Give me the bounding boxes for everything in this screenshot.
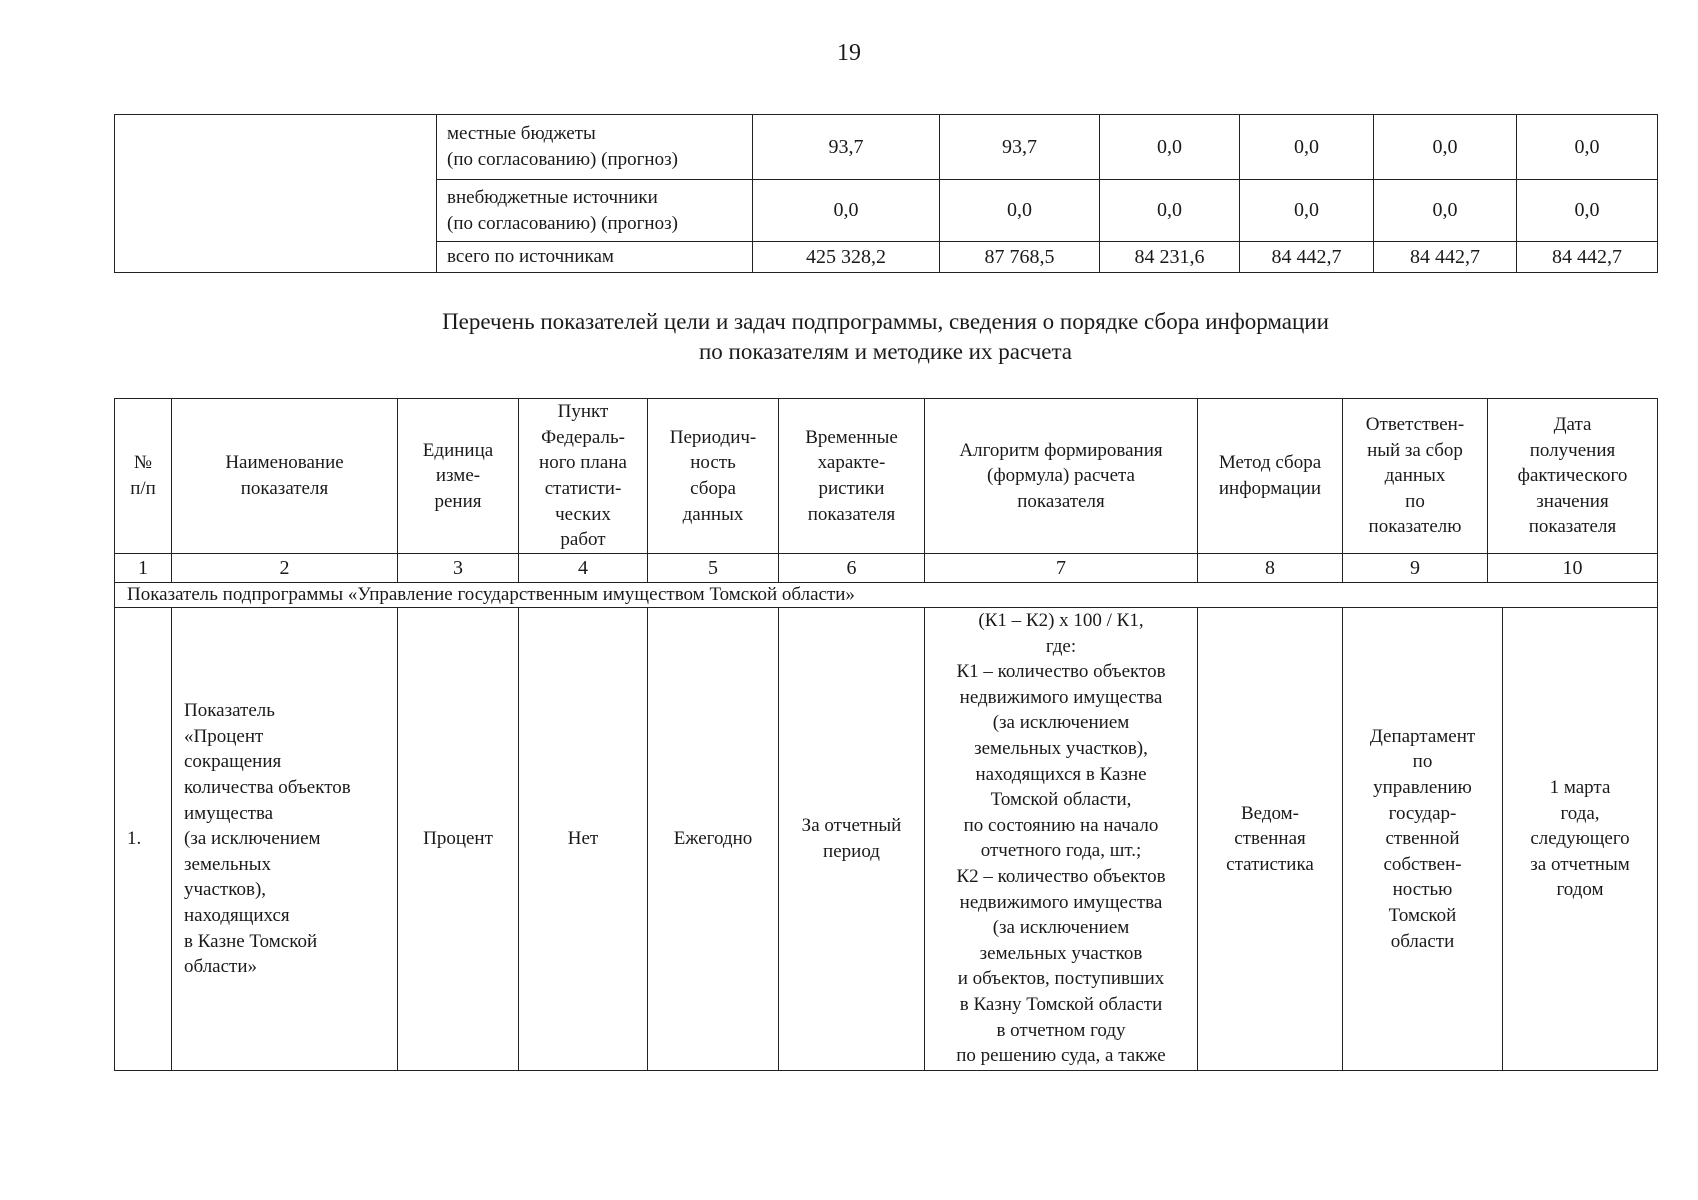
header-cell: Алгоритм формирования (формула) расчета показателя xyxy=(925,399,1198,554)
section-title-line: по показателям и методике их расчета xyxy=(698,339,1073,364)
financing-value: 0,0 xyxy=(1517,115,1658,180)
financing-blank-cell xyxy=(115,115,437,273)
header-row xyxy=(115,399,1658,554)
column-number: 6 xyxy=(779,554,925,583)
indicator-periodicity: Ежегодно xyxy=(648,608,779,1071)
section-title-line: Перечень показателей цели и задач подпрограммы, сведения о порядке сбора информации xyxy=(442,309,1329,334)
financing-value: 84 442,7 xyxy=(1240,242,1374,273)
indicator-date: 1 марта года, следующего за отчетным годом xyxy=(1503,608,1658,1071)
financing-value: 87 768,5 xyxy=(940,242,1100,273)
column-number: 10 xyxy=(1488,554,1658,583)
financing-row-local-budgets xyxy=(115,115,1658,180)
header-cell: Метод сбора информации xyxy=(1198,399,1343,554)
column-number: 1 xyxy=(115,554,172,583)
financing-value: 425 328,2 xyxy=(753,242,940,273)
column-number: 8 xyxy=(1198,554,1343,583)
indicator-name: Показатель «Процент сокращения количества объектов имущества (за исключением земельных участков), находящихся в Казне Томской области» xyxy=(172,608,398,1071)
column-numbers-row xyxy=(115,554,1658,583)
financing-value: 0,0 xyxy=(1517,180,1658,242)
financing-value: 0,0 xyxy=(753,180,940,242)
column-number: 5 xyxy=(648,554,779,583)
financing-value: 93,7 xyxy=(753,115,940,180)
financing-row-label: местные бюджеты (по согласованию) (прогноз) xyxy=(437,115,753,180)
header-cell: Временные характе- ристики показателя xyxy=(779,399,925,554)
column-number: 9 xyxy=(1343,554,1488,583)
header-cell: № п/п xyxy=(115,399,172,554)
header-cell: Наименование показателя xyxy=(172,399,398,554)
financing-value: 0,0 xyxy=(1240,115,1374,180)
subprogram-row xyxy=(115,583,1658,608)
header-cell: Ответствен- ный за сбор данных по показателю xyxy=(1343,399,1488,554)
indicator-number: 1. xyxy=(115,608,172,1071)
indicator-collection-method: Ведом- ственная статистика xyxy=(1198,608,1343,1071)
column-number: 2 xyxy=(172,554,398,583)
indicator-unit: Процент xyxy=(398,608,519,1071)
financing-value: 0,0 xyxy=(1100,115,1240,180)
header-cell: Дата получения фактического значения показателя xyxy=(1488,399,1658,554)
indicator-algorithm: (К1 – К2) х 100 / К1, где: К1 – количество объектов недвижимого имущества (за исключением земельных участков), находящихся в Казне Томской области, по состоянию на начало отчетного года, шт.; К2 – количество объектов недвижимого имущества (за исключением земельных участков и объектов, поступивших в Казну Томской области в отчетном году по решению суда, а также xyxy=(925,608,1198,1071)
page-number: 19 xyxy=(837,40,861,66)
financing-value: 0,0 xyxy=(1240,180,1374,242)
subprogram-title: Показатель подпрограммы «Управление государственным имуществом Томской области» xyxy=(115,583,1658,608)
financing-table xyxy=(114,114,1658,273)
financing-value: 0,0 xyxy=(1374,115,1517,180)
section-title xyxy=(114,307,1657,367)
financing-row-label: внебюджетные источники (по согласованию) (прогноз) xyxy=(437,180,753,242)
indicators-table xyxy=(114,398,1658,1071)
financing-value: 84 442,7 xyxy=(1517,242,1658,273)
financing-value: 84 442,7 xyxy=(1374,242,1517,273)
column-number: 7 xyxy=(925,554,1198,583)
header-cell: Единица изме- рения xyxy=(398,399,519,554)
indicator-time-characteristics: За отчетный период xyxy=(779,608,925,1071)
column-number: 3 xyxy=(398,554,519,583)
financing-value: 0,0 xyxy=(1374,180,1517,242)
financing-value: 93,7 xyxy=(940,115,1100,180)
indicator-row xyxy=(115,608,1658,1071)
indicator-federal-plan-item: Нет xyxy=(519,608,648,1071)
indicator-responsible: Департамент по управлению государ- ственной собствен- ностью Томской области xyxy=(1343,608,1503,1071)
financing-row-label: всего по источникам xyxy=(437,242,753,273)
header-cell: Периодич- ность сбора данных xyxy=(648,399,779,554)
financing-value: 84 231,6 xyxy=(1100,242,1240,273)
financing-value: 0,0 xyxy=(940,180,1100,242)
column-number: 4 xyxy=(519,554,648,583)
header-cell: Пункт Федераль- ного плана статисти- ческих работ xyxy=(519,399,648,554)
financing-value: 0,0 xyxy=(1100,180,1240,242)
